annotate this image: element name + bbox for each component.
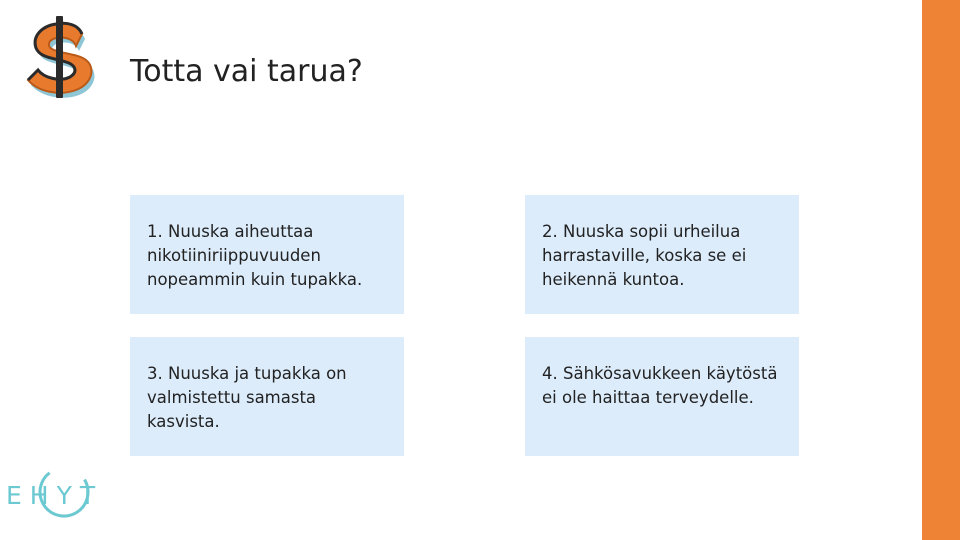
page-title: Totta vai tarua? [130, 54, 363, 89]
statement-card-1[interactable]: 1. Nuuska aiheuttaa nikotiiniriippuvuuden nopeammin kuin tupakka. [130, 195, 404, 314]
statement-card-3[interactable]: 3. Nuuska ja tupakka on valmistettu samasta kasvista. [130, 337, 404, 456]
orange-side-bar [922, 0, 960, 540]
statement-card-4[interactable]: 4. Sähkösavukkeen käytöstä ei ole haittaa terveydelle. [525, 337, 799, 456]
statement-card-2[interactable]: 2. Nuuska sopii urheilua harrastaville, koska se ei heikennä kuntoa. [525, 195, 799, 314]
dollar-s-logo-icon [20, 14, 102, 100]
ehyt-logo [4, 460, 104, 528]
ehyt-logo-text: EHYT [6, 481, 104, 510]
